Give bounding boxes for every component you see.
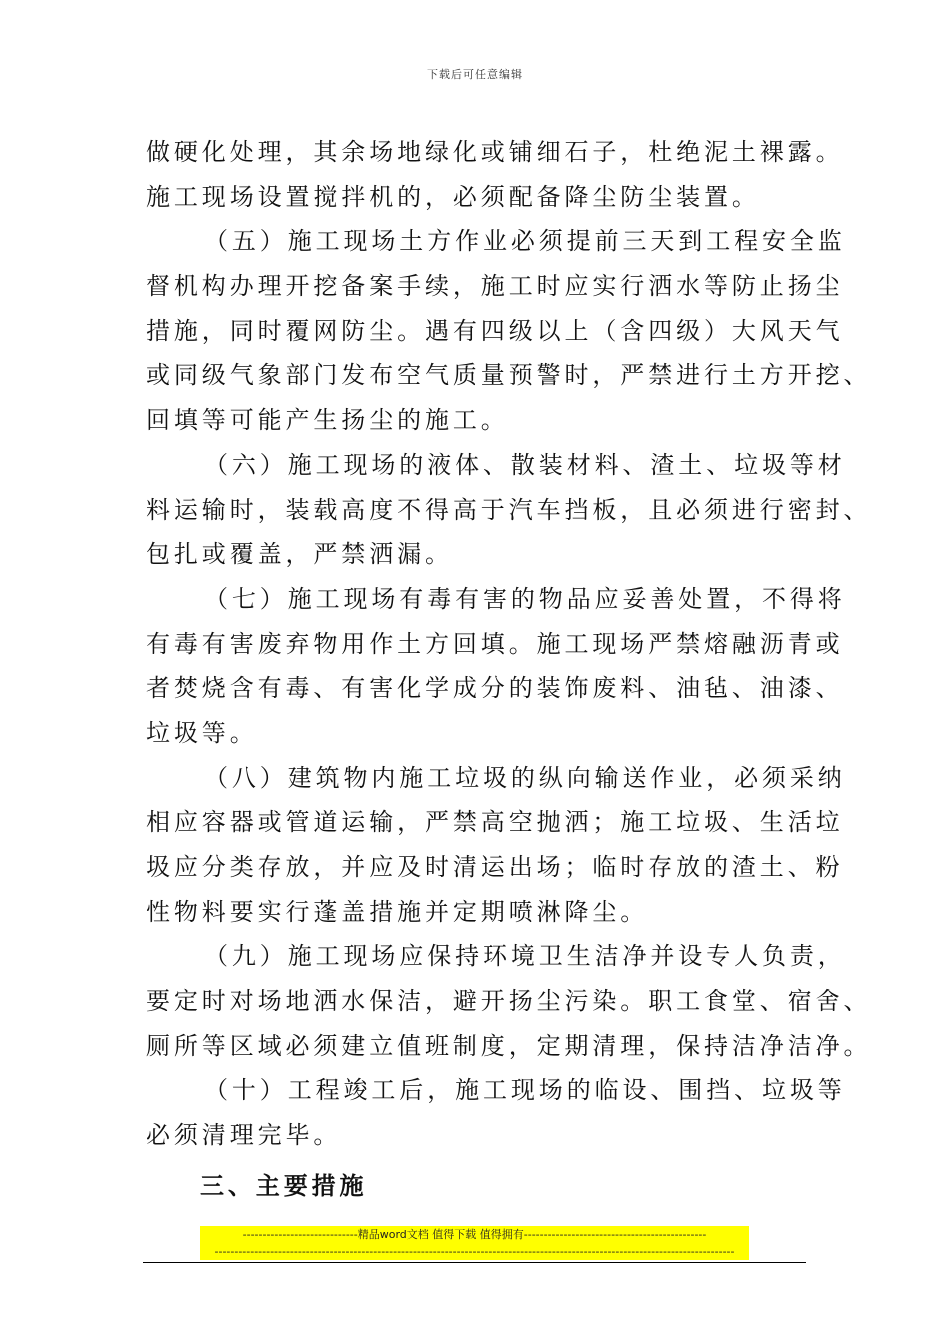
body-line: 要定时对场地洒水保洁，避开扬尘污染。职工食堂、宿舍、 [146,987,872,1016]
body-line: 回填等可能产生扬尘的施工。 [146,406,509,435]
body-line: 料运输时，装载高度不得高于汽车挡板，且必须进行密封、 [146,495,872,524]
body-line: 者焚烧含有毒、有害化学成分的装饰废料、油毡、油漆、 [146,674,844,703]
body-line: 性物料要实行蓬盖措施并定期喷淋降尘。 [146,897,649,926]
footer-banner-text: -----------------------------精品word文档 值得下载 值得拥有---------------------------------------------- [242,1228,707,1241]
body-line: 措施，同时覆网防尘。遇有四级以上（含四级）大风天气 [146,316,844,345]
paragraph-7-start: （七）施工现场有毒有害的物品应妥善处置，不得将 [204,584,846,613]
footer-banner-dashes: ----------------------------------------------------------------------------------------------------------------------------------- [214,1245,735,1258]
section-heading: 三、主要措施 [200,1170,368,1200]
page-header: 下载后可任意编辑 [427,68,523,81]
body-line: 做硬化处理，其余场地绿化或铺细石子，杜绝泥土裸露。 [146,138,844,166]
paragraph-5-start: （五）施工现场土方作业必须提前三天到工程安全监 [204,227,846,256]
body-line: 垃圾等。 [146,718,258,747]
footer-banner [200,1226,749,1260]
body-line: 包扎或覆盖，严禁洒漏。 [146,540,453,569]
body-line: 或同级气象部门发布空气质量预警时，严禁进行土方开挖、 [146,361,872,390]
document-body [146,130,872,1209]
paragraph-10-start: （十）工程竣工后，施工现场的临设、围挡、垃圾等 [204,1076,846,1105]
paragraph-8-start: （八）建筑物内施工垃圾的纵向输送作业，必须采纳 [204,763,846,792]
body-line: 有毒有害废弃物用作土方回填。施工现场严禁熔融沥青或 [146,629,844,658]
body-line: 相应容器或管道运输，严禁高空抛洒；施工垃圾、生活垃 [146,808,844,837]
footer-divider [143,1262,806,1263]
body-line: 督机构办理开挖备案手续，施工时应实行洒水等防止扬尘 [146,272,844,301]
paragraph-6-start: （六）施工现场的液体、散装材料、渣土、垃圾等材 [204,450,846,479]
body-line: 厕所等区域必须建立值班制度，定期清理，保持洁净洁净。 [146,1031,872,1060]
body-line: 圾应分类存放，并应及时清运出场；临时存放的渣土、粉 [146,853,844,881]
paragraph-9-start: （九）施工现场应保持环境卫生洁净并设专人负责， [204,942,846,971]
body-line: 施工现场设置搅拌机的，必须配备降尘防尘装置。 [146,182,760,211]
body-line: 必须清理完毕。 [146,1121,342,1150]
